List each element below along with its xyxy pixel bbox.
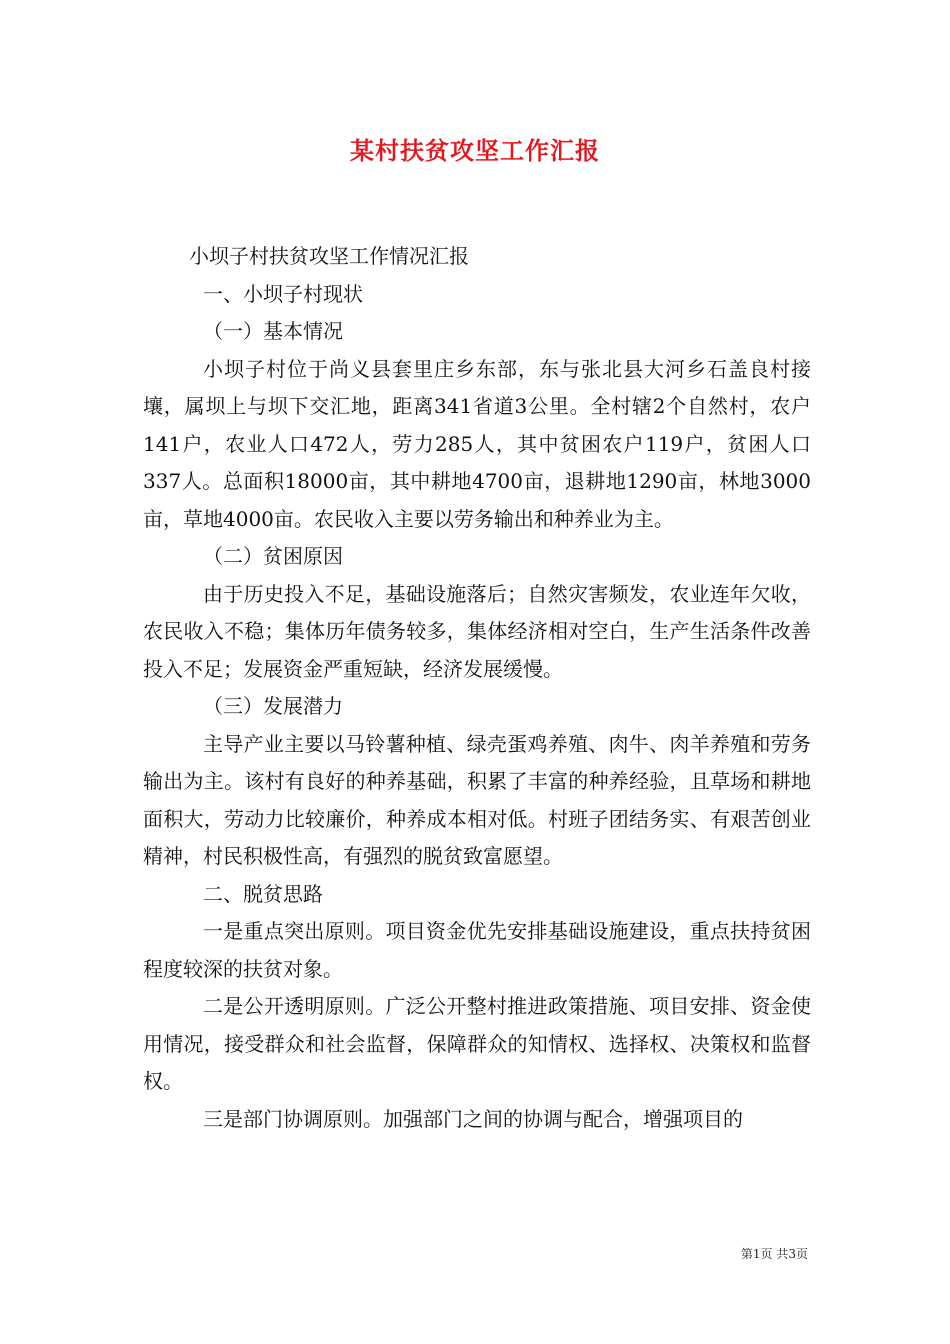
document-body [143, 238, 811, 1138]
paragraph-report-heading: 小坝子村扶贫攻坚工作情况汇报 [189, 244, 469, 268]
paragraph-development-potential: 主导产业主要以马铃薯种植、绿壳蛋鸡养殖、肉牛、肉羊养殖和劳务输出为主。该村有良好的种养基础，积累了丰富的种养经验，且草场和耕地面积大，劳动力比较廉价，种养成本相对低。村班子团结务实、有艰苦创业精神，村民积极性高，有强烈的脱贫致富愿望。 [143, 731, 811, 868]
paragraph-principle-1: 一是重点突出原则。项目资金优先安排基础设施建设，重点扶持贫困程度较深的扶贫对象。 [143, 919, 811, 981]
paragraph-poverty-causes: 由于历史投入不足，基础设施落后；自然灾害频发，农业连年欠收，农民收入不稳；集体历年债务较多，集体经济相对空白，生产生活条件改善投入不足；发展资金严重短缺，经济发展缓慢。 [143, 581, 811, 681]
paragraph-principle-3: 三是部门协调原则。加强部门之间的协调与配合，增强项目的 [203, 1106, 743, 1131]
subsection-heading-3: （三）发展潜力 [203, 694, 343, 718]
paragraph-principle-2: 二是公开透明原则。广泛公开整村推进政策措施、项目安排、资金使用情况，接受群众和社会监督，保障群众的知情权、选择权、决策权和监督权。 [143, 994, 811, 1093]
section-heading-1: 一、小坝子村现状 [203, 281, 363, 306]
section-heading-2: 二、脱贫思路 [203, 881, 323, 906]
page-number: 第1页 共3页 [740, 1247, 808, 1261]
subsection-heading-1: （一）基本情况 [203, 319, 343, 343]
paragraph-basic-situation: 小坝子村位于尚义县套里庄乡东部，东与张北县大河乡石盖良村接壤，属坝上与坝下交汇地，距离341省道3公里。全村辖2个自然村，农户141户，农业人口472人，劳力285人，其中贫困农户119户，贫困人口337人。总面积18000亩，其中耕地4700亩，退耕地1290亩，林地3000亩，草地4000亩。农民收入主要以劳务输出和种养业为主。 [143, 356, 811, 531]
document-title: 某村扶贫攻坚工作汇报 [350, 136, 600, 165]
subsection-heading-2: （二）贫困原因 [203, 544, 343, 568]
